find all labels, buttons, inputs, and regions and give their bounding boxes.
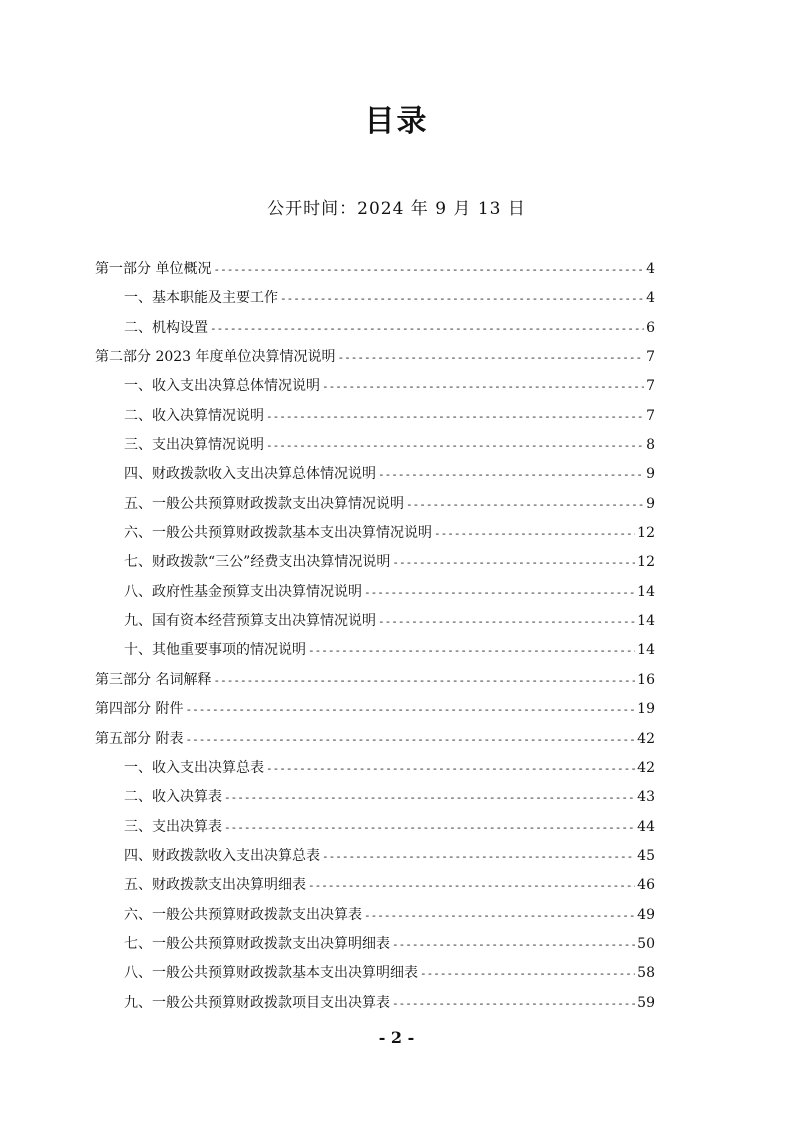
publish-date: 公开时间：2024 年 9 月 13 日 bbox=[267, 199, 526, 219]
toc-entry-title: 七、一般公共预算财政拨款支出决算明细表 bbox=[124, 935, 390, 952]
toc-entry-page: 9 bbox=[646, 466, 655, 483]
toc-entry-title: 第一部分 单位概况 bbox=[95, 261, 212, 277]
toc-entry-page: 8 bbox=[646, 437, 655, 454]
toc-dot-leader bbox=[210, 314, 644, 343]
toc-entry-title: 六、一般公共预算财政拨款支出决算表 bbox=[124, 906, 362, 923]
toc-dot-leader bbox=[308, 636, 635, 665]
toc-entry-title: 三、支出决算情况说明 bbox=[124, 437, 264, 454]
toc-dot-leader bbox=[213, 666, 635, 695]
toc-entry[interactable] bbox=[95, 255, 655, 284]
toc-entry-page: 42 bbox=[637, 730, 655, 747]
toc-entry[interactable] bbox=[95, 989, 655, 1018]
toc-dot-leader bbox=[280, 284, 644, 313]
toc-entry[interactable] bbox=[95, 402, 655, 431]
toc-entry-title: 五、财政拨款支出决算明细表 bbox=[124, 877, 306, 894]
toc-entry-page: 44 bbox=[637, 818, 655, 835]
toc-entry-page: 14 bbox=[637, 583, 655, 600]
toc-dot-leader bbox=[322, 842, 635, 871]
toc-dot-leader bbox=[338, 343, 645, 372]
toc-entry-page: 12 bbox=[637, 525, 655, 542]
toc-dot-leader bbox=[392, 989, 635, 1018]
toc-entry[interactable] bbox=[95, 372, 655, 401]
toc-entry[interactable] bbox=[95, 284, 655, 313]
toc-dot-leader bbox=[322, 372, 644, 401]
toc-entry[interactable] bbox=[95, 666, 655, 695]
toc-entry-title: 一、收入支出决算总表 bbox=[124, 759, 264, 776]
toc-entry-title: 四、财政拨款收入支出决算总表 bbox=[124, 847, 320, 864]
toc-entry[interactable] bbox=[95, 431, 655, 460]
toc-entry-page: 50 bbox=[637, 935, 655, 952]
toc-dot-leader bbox=[213, 255, 644, 284]
toc-entry-page: 4 bbox=[646, 290, 655, 307]
toc-entry-page: 14 bbox=[637, 613, 655, 630]
toc-dot-leader bbox=[378, 607, 635, 636]
toc-entry-title: 三、支出决算表 bbox=[124, 818, 222, 835]
toc-entry-title: 一、基本职能及主要工作 bbox=[124, 290, 278, 307]
toc-dot-leader bbox=[224, 783, 635, 812]
toc-entry-title: 十、其他重要事项的情况说明 bbox=[124, 642, 306, 659]
toc-dot-leader bbox=[392, 548, 635, 577]
toc-entry-page: 19 bbox=[637, 701, 655, 718]
toc-entry[interactable] bbox=[95, 314, 655, 343]
toc-entry-page: 59 bbox=[637, 994, 655, 1011]
toc-entry-page: 42 bbox=[637, 759, 655, 776]
toc-entry-title: 第五部分 附表 bbox=[95, 730, 184, 747]
toc-dot-leader bbox=[224, 813, 635, 842]
toc-entry-page: 7 bbox=[646, 349, 655, 366]
toc-entry-page: 12 bbox=[637, 554, 655, 571]
toc-entry-title: 九、国有资本经营预算支出决算情况说明 bbox=[124, 613, 376, 630]
toc-entry[interactable] bbox=[95, 930, 655, 959]
toc-entry-title: 第二部分 2023 年度单位决算情况说明 bbox=[95, 349, 336, 366]
toc-entry[interactable] bbox=[95, 842, 655, 871]
toc-dot-leader bbox=[308, 871, 635, 900]
toc-entry[interactable] bbox=[95, 636, 655, 665]
toc-entry-page: 7 bbox=[646, 407, 655, 424]
toc-entry-title: 七、财政拨款“三公”经费支出决算情况说明 bbox=[124, 554, 391, 571]
toc-entry[interactable] bbox=[95, 548, 655, 577]
toc-entry[interactable] bbox=[95, 959, 655, 988]
toc-entry[interactable] bbox=[95, 460, 655, 489]
toc-entry-page: 14 bbox=[637, 642, 655, 659]
toc-entry[interactable] bbox=[95, 490, 655, 519]
toc-entry-title: 四、财政拨款收入支出决算总体情况说明 bbox=[124, 466, 376, 483]
toc-entry-title: 八、政府性基金预算支出决算情况说明 bbox=[124, 583, 362, 600]
toc-dot-leader bbox=[378, 460, 644, 489]
toc-entry-title: 八、一般公共预算财政拨款基本支出决算明细表 bbox=[124, 965, 418, 982]
toc-entry-title: 二、机构设置 bbox=[124, 319, 208, 336]
toc-entry-title: 六、一般公共预算财政拨款基本支出决算情况说明 bbox=[124, 525, 432, 542]
toc-entry-page: 9 bbox=[646, 495, 655, 512]
page-number: - 2 - bbox=[378, 1028, 415, 1047]
toc-dot-leader bbox=[266, 754, 635, 783]
toc-entry[interactable] bbox=[95, 695, 655, 724]
toc-dot-leader bbox=[266, 431, 644, 460]
page-title: 目录 bbox=[364, 104, 429, 139]
toc-entry[interactable] bbox=[95, 754, 655, 783]
toc-entry[interactable] bbox=[95, 578, 655, 607]
toc-entry-page: 16 bbox=[637, 671, 655, 688]
toc-dot-leader bbox=[364, 578, 635, 607]
toc-entry[interactable] bbox=[95, 607, 655, 636]
toc-dot-leader bbox=[434, 519, 635, 548]
toc-entry[interactable] bbox=[95, 725, 655, 754]
toc-entry[interactable] bbox=[95, 813, 655, 842]
toc-entry[interactable] bbox=[95, 783, 655, 812]
toc-dot-leader bbox=[185, 695, 635, 724]
toc-entry-page: 45 bbox=[637, 847, 655, 864]
toc-entry-title: 二、收入决算表 bbox=[124, 789, 222, 806]
toc-entry[interactable] bbox=[95, 343, 655, 372]
toc-entry-page: 7 bbox=[646, 378, 655, 395]
toc-dot-leader bbox=[420, 959, 635, 988]
toc-entry-title: 第四部分 附件 bbox=[95, 701, 184, 718]
toc-entry-title: 第三部分 名词解释 bbox=[95, 671, 212, 688]
toc-entry[interactable] bbox=[95, 901, 655, 930]
toc-dot-leader bbox=[364, 901, 635, 930]
table-of-contents bbox=[95, 255, 655, 1018]
toc-entry-page: 46 bbox=[637, 877, 655, 894]
toc-entry[interactable] bbox=[95, 519, 655, 548]
toc-entry-page: 49 bbox=[637, 906, 655, 923]
toc-dot-leader bbox=[266, 402, 644, 431]
toc-entry-page: 6 bbox=[646, 319, 655, 336]
toc-entry-title: 五、一般公共预算财政拨款支出决算情况说明 bbox=[124, 495, 404, 512]
toc-dot-leader bbox=[185, 725, 635, 754]
toc-entry-page: 43 bbox=[637, 789, 655, 806]
toc-entry-page: 58 bbox=[637, 965, 655, 982]
toc-dot-leader bbox=[406, 490, 644, 519]
toc-entry-title: 九、一般公共预算财政拨款项目支出决算表 bbox=[124, 994, 390, 1011]
toc-entry[interactable] bbox=[95, 871, 655, 900]
toc-entry-title: 二、收入决算情况说明 bbox=[124, 407, 264, 424]
toc-dot-leader bbox=[392, 930, 635, 959]
toc-entry-page: 4 bbox=[646, 261, 655, 277]
toc-entry-title: 一、收入支出决算总体情况说明 bbox=[124, 378, 320, 395]
